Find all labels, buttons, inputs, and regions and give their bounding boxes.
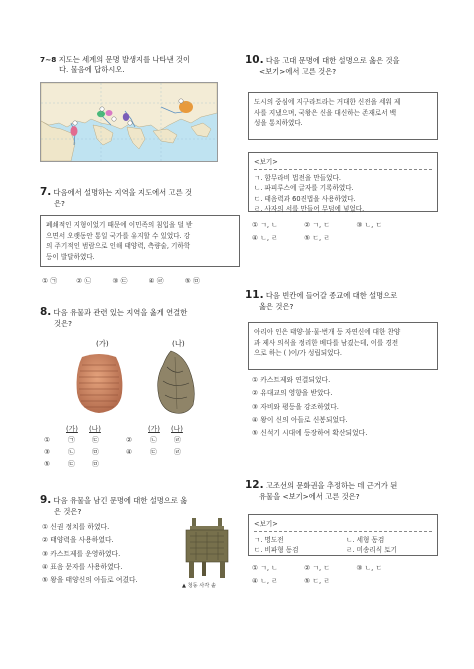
indus-region <box>123 113 129 121</box>
q12-option[interactable]: ⑤ ㄷ, ㄹ <box>304 576 330 585</box>
q12-bogi-item: ㄴ. 세형 동검 <box>346 536 385 545</box>
q12-text-2: 유물을 <보기>에서 고른 것은? <box>259 492 360 502</box>
artifact-b-label: (나) <box>172 339 185 348</box>
q11-option[interactable]: ⑤ 신석기 시대에 등장하여 확산되었다. <box>252 429 368 437</box>
q11-prompt <box>245 288 445 312</box>
q12-bogi-item: ㄱ. 명도전 <box>254 536 284 545</box>
q7-option[interactable]: ③ ㉢ <box>112 277 128 285</box>
q7-prompt <box>40 185 245 209</box>
q8-answer-table <box>44 425 244 472</box>
q10-text-1: 다음 고대 문명에 대한 설명으로 옳은 것을 <box>265 56 400 65</box>
artifact-a-label: (가) <box>96 339 109 348</box>
q11-passage-line: 아리아 인은 태양·불·물·번개 등 자연신에 대한 찬양 <box>254 328 401 336</box>
q8-option-num: ① <box>44 436 51 444</box>
q10-passage-line: 성을 통치하였다. <box>254 119 303 128</box>
q8-option-num: ② <box>126 436 133 444</box>
q10-bogi-title: <보기> <box>254 158 278 166</box>
q7-passage-line: 등이 발달하였다. <box>46 252 95 261</box>
q11-text-1: 다음 빈칸에 들어갈 종교에 대한 설명으로 <box>265 291 398 300</box>
q10-bogi-box <box>248 152 438 212</box>
q9-option[interactable]: ⑤ 왕을 태양신의 아들로 여겼다. <box>42 576 138 584</box>
q12-text-1: 고조선의 문화권을 추정하는 데 근거가 된 <box>265 481 398 490</box>
q7-options <box>42 277 242 286</box>
q7-number: 7. <box>40 186 52 198</box>
q8-option-b: ㉤ <box>92 460 99 468</box>
q9-option[interactable]: ① 신권 정치를 하였다. <box>42 523 110 531</box>
egypt-region <box>71 126 78 136</box>
q10-text-2: <보기>에서 고른 것은? <box>259 67 337 77</box>
q8-option-b: ㉣ <box>174 448 181 456</box>
q10-number: 10. <box>245 54 264 66</box>
q10-option[interactable]: ③ ㄴ, ㄷ <box>356 221 383 229</box>
q11-number: 11. <box>245 289 264 301</box>
q8-option-row[interactable] <box>44 448 244 460</box>
q7-text-2: 은? <box>54 199 65 209</box>
q10-prompt <box>245 53 445 77</box>
q7-text-1: 다음에서 설명하는 지역을 지도에서 고른 것 <box>53 188 193 197</box>
q11-passage-box <box>248 322 438 370</box>
q7-8-text-2: 다. 물음에 답하시오. <box>59 64 125 74</box>
oracle-bone-image <box>153 349 201 417</box>
q8-option-b: ㉤ <box>92 448 99 456</box>
q8-option-b: ㉢ <box>92 436 99 444</box>
q11-passage-line: 과 제사 의식을 정리한 베다를 남겼는데, 이를 경전 <box>254 338 399 347</box>
q8-option-b: ㉣ <box>174 436 181 444</box>
q10-passage-box <box>248 92 438 140</box>
q9-prompt <box>40 493 245 517</box>
q8-option-row[interactable] <box>44 460 244 472</box>
q11-options <box>252 374 367 440</box>
q9-text-1: 다음 유물을 남긴 문명에 대한 설명으로 옳 <box>53 496 188 505</box>
q7-passage-box <box>40 215 240 267</box>
q10-passage-line: 도시의 중심에 지구라트라는 거대한 신전을 세워 제 <box>254 98 401 106</box>
q8-option-num: ④ <box>126 448 133 456</box>
q10-bogi-item: ㄷ. 태음력과 60진법을 사용하였다. <box>254 194 356 203</box>
persia-region <box>106 110 113 116</box>
q11-option[interactable]: ④ 왕이 신의 아들로 신봉되었다. <box>252 415 348 424</box>
q8-head-a-2: (가) <box>148 425 160 433</box>
q10-bogi-item: ㄱ. 함무라비 법전을 만들었다. <box>254 174 341 183</box>
q10-options <box>252 219 442 245</box>
map-svg <box>41 83 217 161</box>
q12-option[interactable]: ③ ㄴ, ㄷ <box>356 564 383 572</box>
q8-option-a: ㉡ <box>150 436 157 444</box>
world-civilization-map <box>40 82 218 162</box>
bronze-cauldron-image <box>180 518 234 582</box>
q12-prompt <box>245 478 445 502</box>
q7-option[interactable]: ⑤ ㉤ <box>184 277 200 285</box>
q9-number: 9. <box>40 494 52 506</box>
q8-text-1: 다음 유물과 관련 있는 지역을 옳게 연결한 <box>53 308 188 317</box>
q8-head-a: (가) <box>66 425 78 433</box>
bogi-divider <box>254 169 432 170</box>
q12-bogi-item: ㄷ. 비파형 동검 <box>254 546 299 555</box>
q8-option-a: ㉠ <box>68 436 75 444</box>
q8-head-b-2: (나) <box>171 425 183 433</box>
cuneiform-tablet-image <box>74 353 124 415</box>
q10-passage-line: 사를 지냈으며, 국왕은 신을 대신하는 존재로서 백 <box>254 108 397 117</box>
q8-option-a: ㉡ <box>68 448 75 456</box>
q8-head-b: (나) <box>89 425 101 433</box>
q11-text-2: 옳은 것은? <box>259 302 294 312</box>
q12-bogi-title: <보기> <box>254 520 278 528</box>
q7-passage-line: 으면서 오랫동안 통일 국가를 유지할 수 있었다. 강 <box>46 231 191 240</box>
q11-option[interactable]: ① 카스트제와 연결되었다. <box>252 376 331 384</box>
bogi-divider <box>254 531 432 532</box>
q8-option-a: ㉢ <box>68 460 75 468</box>
q9-option[interactable]: ② 태양력을 사용하였다. <box>42 536 114 545</box>
q10-bogi-item: ㄴ. 파피루스에 글자를 기록하였다. <box>254 184 354 193</box>
q12-option[interactable]: ④ ㄴ, ㄹ <box>252 576 278 585</box>
q10-option[interactable]: ④ ㄴ, ㄹ <box>252 233 278 242</box>
q9-text-2: 은 것은? <box>54 507 82 517</box>
q9-option[interactable]: ③ 카스트제를 운영하였다. <box>42 549 121 558</box>
q9-options <box>42 521 138 587</box>
q11-option[interactable]: ② 유대교의 영향을 받았다. <box>252 389 333 398</box>
q8-option-num: ③ <box>44 448 51 456</box>
q8-number: 8. <box>40 306 52 318</box>
q7-8-prompt <box>40 55 245 75</box>
q7-option[interactable]: ② ㉡ <box>76 277 92 285</box>
q9-option[interactable]: ④ 표음 문자를 사용하였다. <box>42 562 123 571</box>
q8-option-row[interactable] <box>44 436 244 448</box>
q12-option[interactable]: ② ㄱ, ㄷ <box>304 564 330 572</box>
q7-8-number: 7~8 <box>40 55 57 64</box>
q8-text-2: 것은? <box>54 319 72 329</box>
q11-passage-line: 으로 하는 ( )이/가 성립되었다. <box>254 349 342 358</box>
q12-options <box>252 562 442 588</box>
q7-8-text-1: 지도는 세계의 문명 발생지를 나타낸 것이 <box>58 55 191 64</box>
q7-option[interactable]: ① ㉠ <box>42 277 58 285</box>
q8-option-a: ㉢ <box>150 448 157 456</box>
q10-option[interactable]: ② ㄱ, ㄷ <box>304 221 330 229</box>
q8-option-num: ⑤ <box>44 460 51 468</box>
q12-bogi-box <box>248 514 438 556</box>
q12-number: 12. <box>245 479 264 491</box>
q7-passage-line: 의 주기적인 범람으로 인해 태양력, 측량술, 기하학 <box>46 242 191 251</box>
q10-bogi-item: ㄹ. 사자의 서를 만들어 무덤에 넣었다. <box>254 204 365 213</box>
q10-option[interactable]: ① ㄱ, ㄴ <box>252 221 278 229</box>
q9-image-caption: ▲ 청동 사각 솥 <box>182 583 216 589</box>
q7-passage-line: 폐쇄적인 지형이었기 때문에 이민족의 침입을 덜 받 <box>46 221 193 229</box>
q7-option[interactable]: ④ ㉣ <box>148 277 164 285</box>
q12-option[interactable]: ① ㄱ, ㄴ <box>252 564 278 572</box>
q8-prompt <box>40 305 245 329</box>
q10-option[interactable]: ⑤ ㄷ, ㄹ <box>304 233 330 242</box>
q12-bogi-item: ㄹ. 미송리식 토기 <box>346 546 397 555</box>
q11-option[interactable]: ③ 자비와 평등을 강조하였다. <box>252 402 339 411</box>
